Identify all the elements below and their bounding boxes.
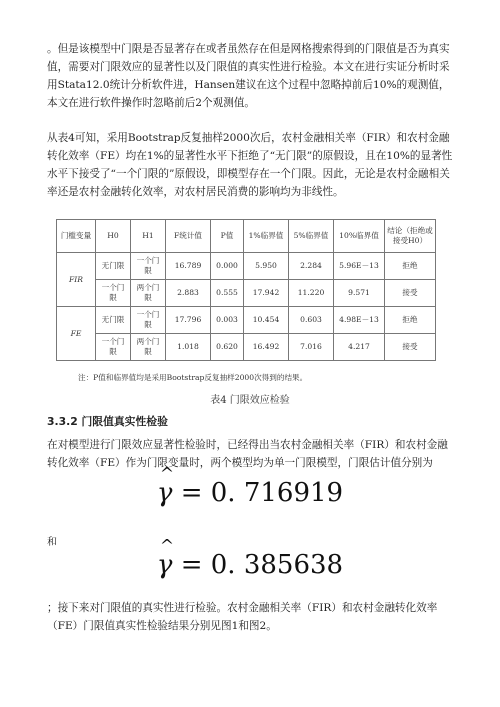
paragraph-authenticity-test: ；接下来对门限值的真实性进行检验。农村金融相关率（FIR）和农村金融转化效率（FE）门限值真实性检验结果分别见图1和图2。 (47, 602, 438, 632)
cell-variable: FE (57, 307, 96, 361)
cell-h1: 一个门限 (131, 307, 166, 334)
cell-h1: 一个门限 (131, 253, 166, 280)
equals-sign: = (180, 478, 203, 508)
table-row (57, 253, 436, 280)
cell-variable: FIR (57, 253, 96, 307)
section-heading: 3.3.2 门限值真实性检验 (47, 415, 168, 428)
cell-p-value: 0.620 (211, 334, 244, 361)
paragraph-threshold-estimates: 在对模型进行门限效应显著性检验时，已经得出当农村金融相关率（FIR）和农村金融转化效率（FE）作为门限变量时，两个模型均为单一门限模型，门限估计值分别为 (47, 439, 448, 469)
equation-gamma-fir (0, 478, 500, 508)
cell-critical-5pct: 2.284 (289, 253, 334, 280)
cell-conclusion: 拒绝 (385, 253, 436, 280)
cell-f-statistic: 2.883 (166, 280, 211, 307)
threshold-test-table (56, 219, 436, 361)
table-row (57, 334, 436, 361)
cell-h0: 无门限 (96, 307, 131, 334)
cell-f-statistic: 16.789 (166, 253, 211, 280)
header-critical-1pct: 1%临界值 (244, 220, 289, 253)
cell-h1: 两个门限 (131, 280, 166, 307)
cell-critical-5pct: 11.220 (289, 280, 334, 307)
table-caption: 表4 门限效应检验 (210, 395, 290, 406)
cell-critical-10pct: 5.96E－13 (334, 253, 385, 280)
gamma-hat-symbol: ^ γ (157, 550, 173, 580)
cell-critical-5pct: 0.603 (289, 307, 334, 334)
conjunction-text: 和 (47, 537, 57, 548)
cell-critical-10pct: 4.98E－13 (334, 307, 385, 334)
header-threshold-variable: 门槛变量 (57, 220, 96, 253)
header-p-value: P值 (211, 220, 244, 253)
cell-conclusion: 接受 (385, 280, 436, 307)
header-h0: H0 (96, 220, 131, 253)
cell-critical-10pct: 4.217 (334, 334, 385, 361)
cell-h0: 一个门限 (96, 280, 131, 307)
cell-critical-1pct: 16.492 (244, 334, 289, 361)
cell-h1: 两个门限 (131, 334, 166, 361)
table-header-row (57, 220, 436, 253)
gamma-value: 0. 385638 (210, 550, 344, 580)
cell-critical-1pct: 10.454 (244, 307, 289, 334)
equals-sign: = (180, 550, 203, 580)
cell-critical-1pct: 17.942 (244, 280, 289, 307)
cell-critical-1pct: 5.950 (244, 253, 289, 280)
table-row (57, 307, 436, 334)
header-conclusion: 结论（拒绝或接受H0） (385, 220, 436, 253)
paragraph-intro: 。但是该模型中门限是否显著存在或者虽然存在但是网格搜索得到的门限值是否为真实值，需要对门限效应的显著性以及门限值的真实性进行检验。本文在进行实证分析时采用Stata12.0统计分析软件进，Hansen建议在这个过程中忽略掉前后10%的观测值，本文在进行软件操作时忽略前后2个观测值。 (47, 43, 450, 109)
cell-critical-5pct: 7.016 (289, 334, 334, 361)
header-critical-5pct: 5%临界值 (289, 220, 334, 253)
cell-f-statistic: 1.018 (166, 334, 211, 361)
cell-p-value: 0.003 (211, 307, 244, 334)
cell-critical-10pct: 9.571 (334, 280, 385, 307)
cell-conclusion: 拒绝 (385, 307, 436, 334)
header-f-statistic: F统计值 (166, 220, 211, 253)
cell-h0: 一个门限 (96, 334, 131, 361)
gamma-hat-symbol: ^ γ (157, 478, 173, 508)
header-h1: H1 (131, 220, 166, 253)
cell-f-statistic: 17.796 (166, 307, 211, 334)
cell-p-value: 0.555 (211, 280, 244, 307)
cell-conclusion: 接受 (385, 334, 436, 361)
table-note: 注：P值和临界值均是采用Bootstrap反复抽样2000次得到的结果。 (78, 373, 308, 382)
cell-h0: 无门限 (96, 253, 131, 280)
cell-p-value: 0.000 (211, 253, 244, 280)
header-critical-10pct: 10%临界值 (334, 220, 385, 253)
table-row (57, 280, 436, 307)
gamma-value: 0. 716919 (210, 478, 344, 508)
equation-gamma-fe (0, 550, 500, 580)
paragraph-table-discussion: 从表4可知，采用Bootstrap反复抽样2000次后，农村金融相关率（FIR）和农村金融转化效率（FE）均在1%的显著性水平下拒绝了“无门限”的原假设，且在10%的显著性水平下接受了“一个门限的”原假设，即模型存在一个门限。因此，无论是农村金融相关率还是农村金融转化效率，对农村居民消费的影响均为非线性。 (47, 132, 453, 198)
